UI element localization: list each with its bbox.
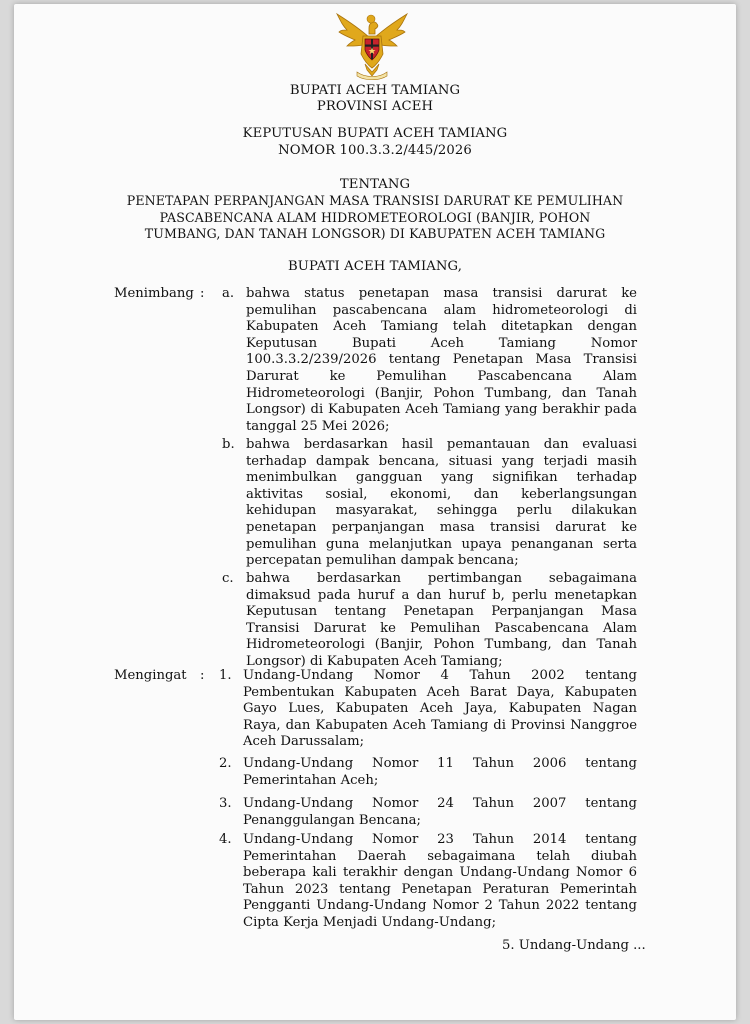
text-line: Transisi Darurat ke Pemulihan Pascabencana Alam xyxy=(246,620,637,636)
text-line: Longsor) di Kabupaten Aceh Tamiang; xyxy=(246,653,503,669)
province-title: PROVINSI ACEH xyxy=(316,99,434,114)
text-line: Hidrometeorologi (Banjir, Pohon Tumbang, dan Tanah xyxy=(246,385,637,401)
garuda-emblem-icon xyxy=(333,8,411,82)
text-line: Hidrometeorologi (Banjir, Pohon Tumbang, dan Tanah xyxy=(246,637,637,653)
text-line: Undang-Undang Nomor 11 Tahun 2006 tentang xyxy=(243,756,637,771)
about-heading: TENTANG xyxy=(339,177,411,192)
mengingat-item-1 xyxy=(243,668,637,751)
text-line: pemulihan pascabencana alam hidrometeorologi di xyxy=(246,302,637,318)
text-line: Gayo Lues, Kabupaten Aceh Jaya, Kabupaten Nagan xyxy=(243,701,637,717)
menimbang-item-a xyxy=(246,286,637,435)
item-marker: 4. xyxy=(219,832,232,847)
mengingat-item-3 xyxy=(243,796,637,829)
text-line: Cipta Kerja Menjadi Undang-Undang; xyxy=(243,914,497,930)
mengingat-item-4 xyxy=(243,832,637,932)
text-line: Undang-Undang Nomor 4 Tahun 2002 tentang xyxy=(243,668,637,683)
text-line: percepatan pemulihan dampak bencana; xyxy=(246,553,519,569)
text-line: dimaksud pada huruf a dan huruf b, perlu menetapkan xyxy=(246,587,637,603)
mengingat-label: Mengingat xyxy=(114,668,187,683)
mengingat-item-2 xyxy=(243,756,637,789)
text-line: pemulihan guna melanjutkan upaya penanganan serta xyxy=(246,536,637,552)
item-marker: b. xyxy=(222,437,235,452)
text-line: bahwa berdasarkan pertimbangan sebagaimana xyxy=(246,571,637,586)
item-marker: 1. xyxy=(219,668,232,683)
text-line: Pemerintahan Aceh; xyxy=(243,772,379,788)
decree-title: KEPUTUSAN BUPATI ACEH TAMIANG xyxy=(242,126,508,141)
page-continuation: 5. Undang-Undang ... xyxy=(502,938,646,953)
text-line: beberapa kali terakhir dengan Undang-Undang Nomor 6 xyxy=(243,865,637,881)
item-marker: c. xyxy=(222,571,234,586)
text-line: Undang-Undang Nomor 24 Tahun 2007 tentang xyxy=(243,796,637,811)
item-marker: 3. xyxy=(219,796,232,811)
text-line: kehidupan masyarakat, sehingga perlu dilakukan xyxy=(246,503,637,519)
subject-line-3: TUMBANG, DAN TANAH LONGSOR) DI KABUPATEN ACEH TAMIANG xyxy=(144,226,606,241)
issuer-heading: BUPATI ACEH TAMIANG, xyxy=(287,259,463,274)
mengingat-colon: : xyxy=(200,668,205,683)
text-line: Pemerintahan Daerah sebagaimana telah diubah xyxy=(243,848,637,864)
text-line: 100.3.3.2/239/2026 tentang Penetapan Masa Transisi xyxy=(246,352,637,368)
regent-title: BUPATI ACEH TAMIANG xyxy=(289,83,461,98)
subject-line-1: PENETAPAN PERPANJANGAN MASA TRANSISI DARURAT KE PEMULIHAN xyxy=(126,193,624,208)
text-line: aktivitas sosial, ekonomi, dan keberlangsungan xyxy=(246,486,637,502)
menimbang-colon: : xyxy=(200,286,205,301)
menimbang-item-c xyxy=(246,571,637,671)
menimbang-item-b xyxy=(246,437,637,570)
text-line: tanggal 25 Mei 2026; xyxy=(246,418,390,434)
text-line: Penanggulangan Bencana; xyxy=(243,812,421,828)
subject-line-2: PASCABENCANA ALAM HIDROMETEOROLOGI (BANJIR, POHON xyxy=(159,210,591,225)
item-marker: 2. xyxy=(219,756,232,771)
text-line: Raya, dan Kabupaten Aceh Tamiang di Provinsi Nanggroe xyxy=(243,717,637,733)
text-line: Kabupaten Aceh Tamiang telah ditetapkan dengan xyxy=(246,319,637,335)
text-line: bahwa berdasarkan hasil pemantauan dan evaluasi xyxy=(246,437,637,452)
text-line: Aceh Darussalam; xyxy=(243,734,365,750)
text-line: Pengganti Undang-Undang Nomor 2 Tahun 2022 tentang xyxy=(243,898,637,914)
text-line: Longsor) di Kabupaten Aceh Tamiang yang berakhir pada xyxy=(246,402,637,418)
text-line: Keputusan tentang Penetapan Perpanjangan Masa xyxy=(246,604,637,620)
decree-number: NOMOR 100.3.3.2/445/2026 xyxy=(278,143,472,158)
text-line: bahwa status penetapan masa transisi darurat ke xyxy=(246,286,637,301)
text-line: Keputusan Bupati Aceh Tamiang Nomor xyxy=(246,335,637,351)
text-line: Undang-Undang Nomor 23 Tahun 2014 tentang xyxy=(243,832,637,847)
menimbang-label: Menimbang xyxy=(114,286,194,301)
text-line: Tahun 2023 tentang Penetapan Peraturan Pemerintah xyxy=(243,881,637,897)
text-line: penetapan perpanjangan masa transisi darurat ke xyxy=(246,519,637,535)
text-line: terhadap dampak bencana, situasi yang terjadi masih xyxy=(246,453,637,469)
text-line: menimbulkan gangguan yang signifikan terhadap xyxy=(246,470,637,486)
item-marker: a. xyxy=(222,286,235,301)
text-line: Pembentukan Kabupaten Aceh Barat Daya, Kabupaten xyxy=(243,684,637,700)
text-line: Darurat ke Pemulihan Pascabencana Alam xyxy=(246,368,637,384)
